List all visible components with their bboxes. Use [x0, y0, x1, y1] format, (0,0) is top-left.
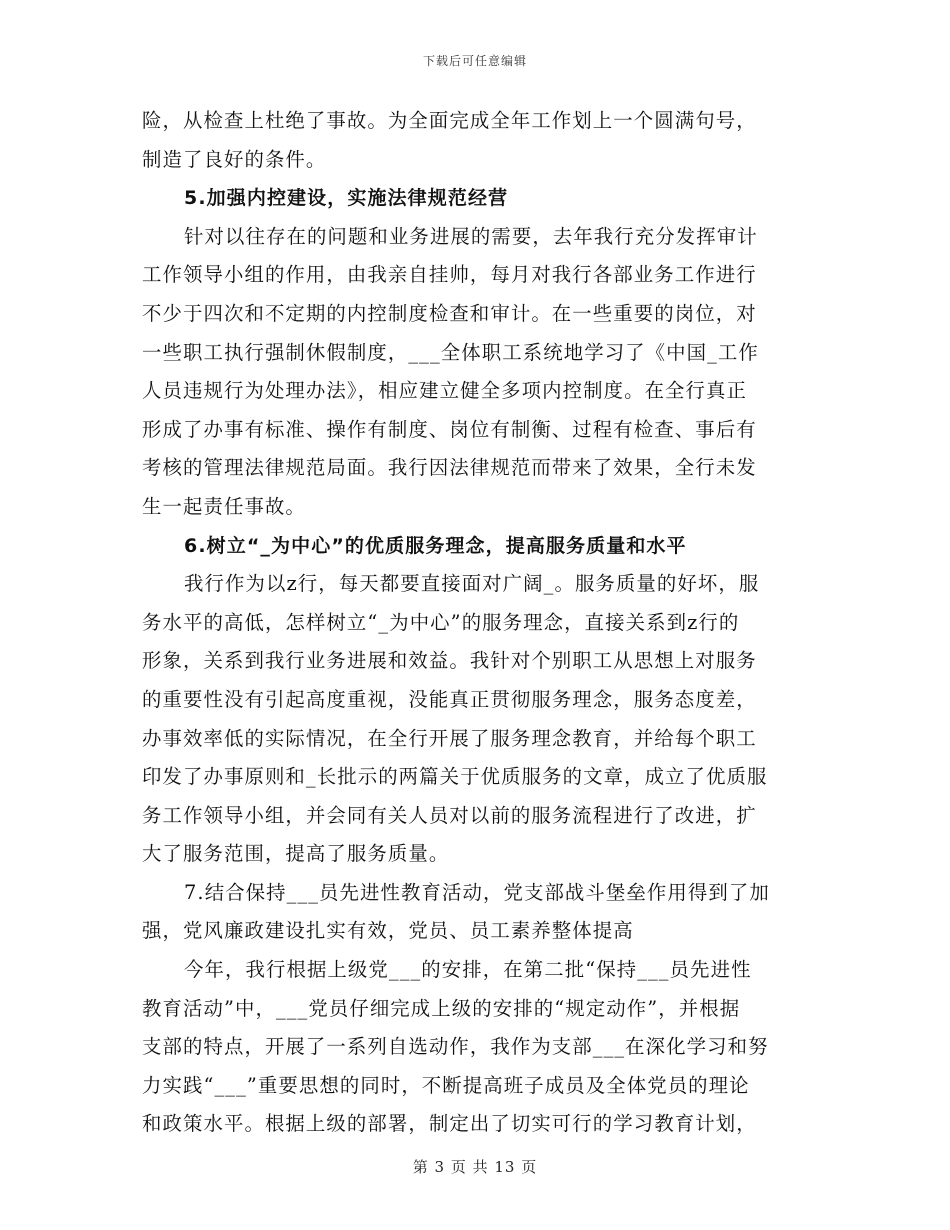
paragraph-line: 大了服务范围，提高了服务质量。: [142, 842, 450, 866]
paragraph-line: 教育活动”中，___党员仔细完成上级的安排的“规定动作”，并根据: [142, 996, 741, 1020]
paragraph-line: 力实践“___”重要思想的同时，不断提高班子成员及全体党员的理论: [142, 1073, 750, 1097]
page-header: 下载后可任意编辑: [422, 54, 527, 68]
paragraph-line: 我行作为以z行，每天都要直接面对广阔_。服务质量的好坏，服: [184, 572, 760, 596]
paragraph-line: 形成了办事有标准、操作有制度、岗位有制衡、过程有检查、事后有: [142, 417, 757, 441]
paragraph-line: 办事效率低的实际情况，在全行开展了服务理念教育，并给每个职工: [142, 726, 757, 750]
paragraph-line: 今年，我行根据上级党___的安排，在第二批“保持___员先进性: [184, 958, 752, 982]
paragraph-line: 务水平的高低，怎样树立“_为中心”的服务理念，直接关系到z行的: [142, 610, 740, 634]
paragraph-line: 支部的特点，开展了一系列自选动作，我作为支部___在深化学习和努: [142, 1035, 769, 1059]
paragraph-line: 工作领导小组的作用，由我亲自挂帅，每月对我行各部业务工作进行: [142, 263, 757, 287]
paragraph-line: 人员违规行为处理办法》，相应建立健全多项内控制度。在全行真正: [142, 379, 748, 403]
section-heading-7-cont: 强，党风廉政建设扎实有效，党员、员工素养整体提高: [142, 919, 634, 943]
section-heading-7: 7.结合保持___员先进性教育活动，党支部战斗堡垒作用得到了加: [184, 880, 770, 904]
section-heading-5: 5.加强内控建设，实施法律规范经营: [184, 187, 509, 210]
section-heading-6: 6.树立“_为中心”的优质服务理念，提高服务质量和水平: [184, 534, 687, 557]
paragraph-line: 制造了良好的条件。: [142, 147, 327, 171]
paragraph-line: 考核的管理法律规范局面。我行因法律规范而带来了效果，全行未发: [142, 456, 757, 480]
paragraph-line: 不少于四次和不定期的内控制度检查和审计。在一些重要的岗位，对: [142, 301, 757, 325]
paragraph-line: 一些职工执行强制休假制度，___全体职工系统地学习了《中国_工作: [142, 340, 759, 364]
paragraph-line: 生一起责任事故。: [142, 494, 306, 518]
paragraph-line: 针对以往存在的问题和业务进展的需要，去年我行充分发挥审计: [184, 224, 758, 248]
document-body: [142, 102, 808, 1144]
paragraph-line: 的重要性没有引起高度重视，没能真正贯彻服务理念，服务态度差，: [142, 687, 757, 711]
paragraph-line: 和政策水平。根据上级的部署，制定出了切实可行的学习教育计划，: [142, 1112, 757, 1136]
paragraph-line: 务工作领导小组，并会同有关人员对以前的服务流程进行了改进，扩: [142, 803, 757, 827]
paragraph-line: 形象，关系到我行业务进展和效益。我针对个别职工从思想上对服务: [142, 649, 757, 673]
page-number: 第 3 页 共 13 页: [412, 1158, 538, 1176]
paragraph-line: 印发了办事原则和_长批示的两篇关于优质服务的文章，成立了优质服: [142, 765, 768, 789]
paragraph-line: 险，从检查上杜绝了事故。为全面完成全年工作划上一个圆满句号，: [142, 109, 757, 132]
